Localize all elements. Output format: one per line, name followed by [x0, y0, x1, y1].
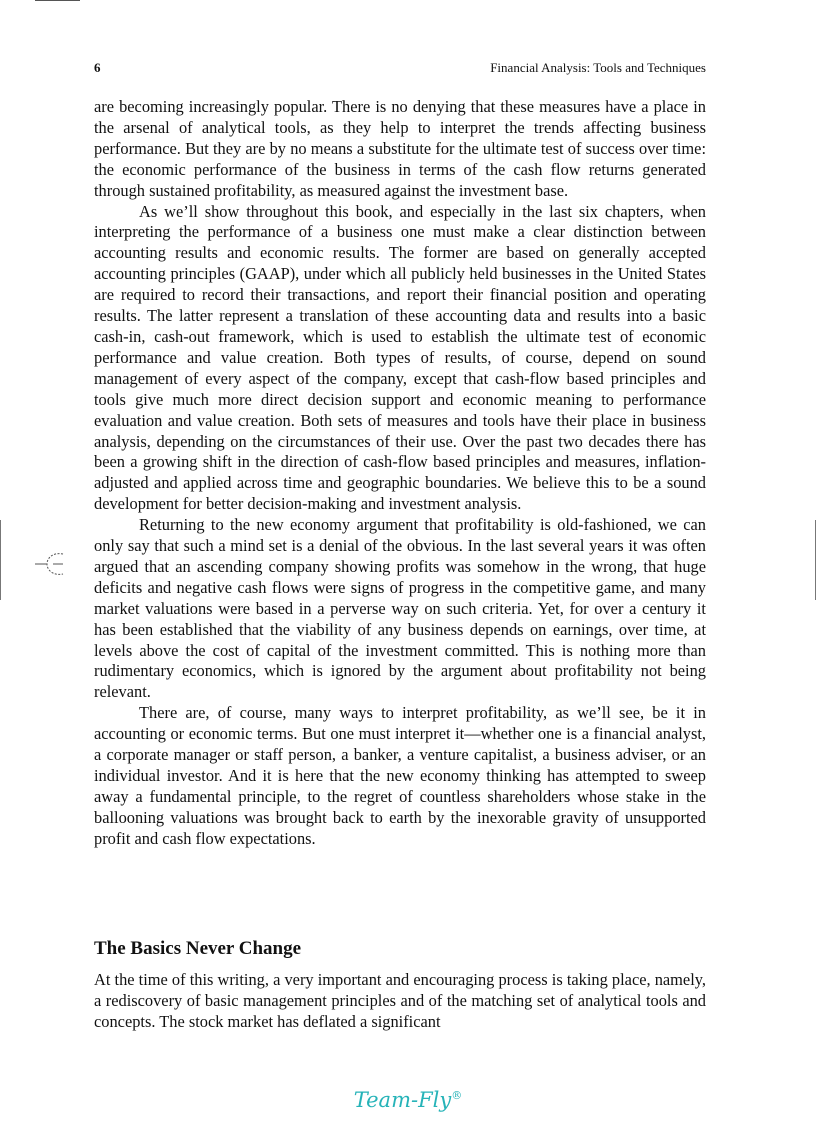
left-edge-mark: [0, 520, 1, 600]
registered-mark: ®: [451, 1089, 463, 1102]
paragraph-2: As we’ll show throughout this book, and especially in the last six chapters, when interpreting the performance of a business one must make a clear distinction between accounting results and economic results. The former are based on generally accepted accounting principles (GAAP), under which all publicly held businesses in the United States are required to record their transactions, and report their financial position and operating results. The latter represent a translation of these accounting data and results into a basic cash-in, cash-out framework, which is used to establish the ultimate test of economic performance and value creation. Both types of results, of course, depend on sound management of every aspect of the company, except that cash-flow based principles and tools give much more direct decision support and economic meaning to performance evaluation and value creation. Both sets of measures and tools have their place in business analysis, depending on the circumstances of their use. Over the past two decades there has been a growing shift in the direction of cash-flow based principles and measures, inflation-adjusted and applied across time and geographic boundaries. We believe this to be a sound development for better decision-making and investment analysis.: [94, 201, 706, 514]
watermark-text: Team-Fly: [353, 1088, 452, 1112]
paragraph-4: There are, of course, many ways to interpret profitability, as we’ll see, be it in accounting or economic terms. But one must interpret it—whether one is a financial analyst, a corporate manager or staff person, a banker, a venture capitalist, a business adviser, or an individual investor. And it is here that the new economy thinking has attempted to sweep away a fundamental principle, to the regret of countless shareholders whose stake in the ballooning valuations was brought back to earth by the inexorable gravity of unsupported profit and cash flow expectations.: [94, 703, 706, 848]
section-heading: The Basics Never Change: [94, 938, 302, 959]
running-head: [94, 60, 706, 78]
running-title: Financial Analysis: Tools and Techniques: [490, 60, 706, 75]
body-text: [94, 97, 706, 850]
team-fly-watermark[interactable]: [0, 1088, 816, 1112]
top-rule: [35, 0, 80, 1]
paragraph-3: Returning to the new economy argument that profitability is old-fashioned, we can only say that such a mind set is a denial of the obvious. In the last several years it was often argued that an ascending company showing profits was somehow in the wrong, that huge deficits and negative cash flows were signs of progress in the competitive game, and many market valuations were based in a perverse way on such criteria. Yet, for over a century it has been established that the viability of any business depends on earnings, over time, at levels above the cost of capital of the investment committed. This is nothing more than rudimentary economics, which is ignored by the argument about profitability not being relevant.: [94, 515, 706, 702]
paragraph-1: are becoming increasingly popular. There is no denying that these measures have a place in the arsenal of analytical tools, as they help to interpret the trends affecting business performance. But they are by no means a substitute for the ultimate test of success over time: the economic performance of the business in terms of the cash flow returns generated through sustained profitability, as measured against the investment base.: [94, 97, 706, 200]
section-paragraph: At the time of this writing, a very important and encouraging process is taking place, namely, a rediscovery of basic management principles and of the matching set of analytical tools and concepts. The stock market has deflated a significant: [94, 970, 706, 1031]
page-number: 6: [94, 60, 101, 75]
crop-mark-icon: [33, 548, 67, 578]
